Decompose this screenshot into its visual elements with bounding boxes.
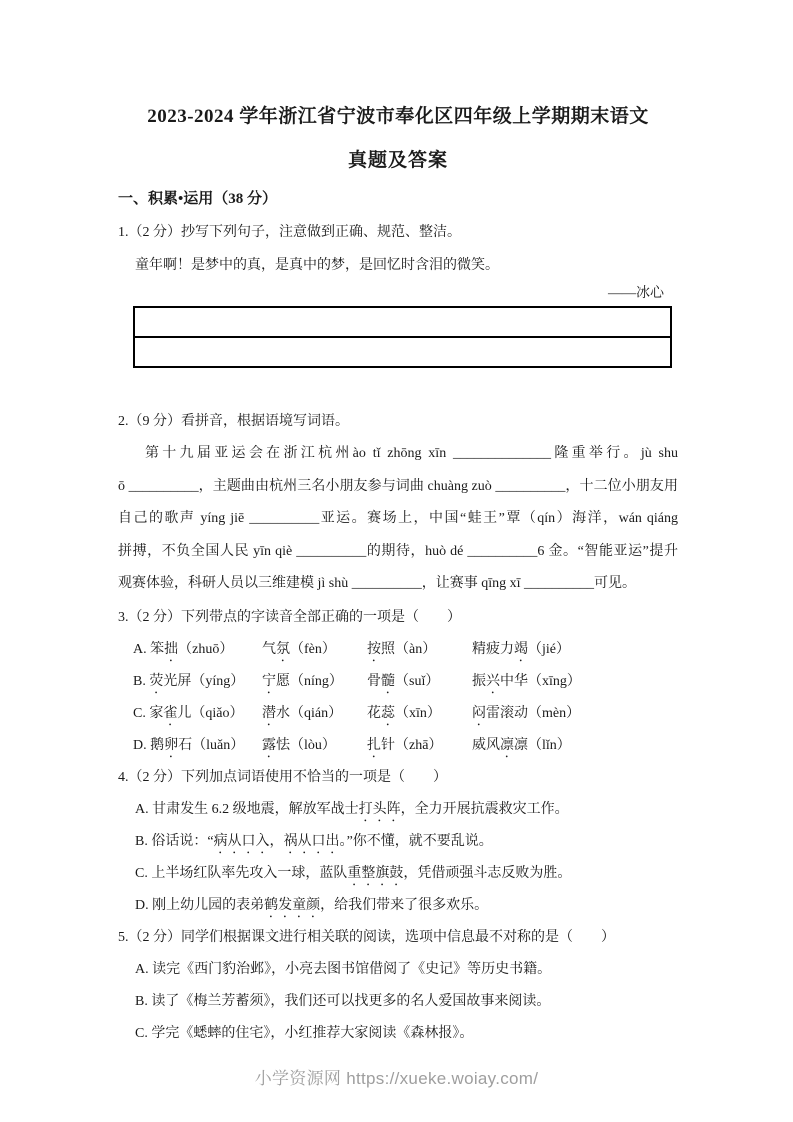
copy-answer-row-1 — [135, 308, 670, 338]
option-cell: D. 鹅卵石（luǎn） — [133, 737, 245, 753]
option-cell: 气氛（fèn） — [262, 641, 336, 657]
question-5-option-a: A. 读完《西门豹治邺》，小亮去图书馆借阅了《史记》等历史书籍。 — [135, 961, 552, 977]
question-2-stem: 2.（9 分）看拼音，根据语境写词语。 — [118, 414, 349, 429]
document-title-line1: 2023-2024 学年浙江省宁波市奉化区四年级上学期期末语文 — [147, 106, 649, 127]
option-cell: 威风凛凛（lǐn） — [472, 737, 571, 753]
question-4-option-c: C. 上半场红队率先攻入一球，蓝队重整旗鼓，凭借顽强斗志反败为胜。 — [135, 865, 572, 881]
option-cell: 潜水（qián） — [262, 705, 343, 721]
option-cell: 宁愿（níng） — [262, 673, 343, 689]
question-2-text-line: 观赛体验，科研人员以三维建模 jì shù __________，让赛事 qīng xī __________可见。 — [118, 576, 637, 591]
question-4-stem: 4.（2 分）下列加点词语使用不恰当的一项是（ ） — [118, 769, 447, 785]
question-5-stem: 5.（2 分）同学们根据课文进行相关联的阅读，选项中信息最不对称的是（ ） — [118, 929, 615, 945]
section-heading: 一、积累•运用（38 分） — [118, 191, 278, 207]
question-4-option-a: A. 甘肃发生 6.2 级地震，解放军战士打头阵，全力开展抗震救灾工作。 — [135, 801, 569, 817]
question-2-text-line: 第十九届亚运会在浙江杭州ào tǐ zhōng xīn ______________隆重举行。jù shu — [145, 446, 678, 461]
question-3-option-row-b — [118, 666, 678, 698]
question-3-option-row-a — [118, 634, 678, 666]
question-2-text-line: ō __________，主题曲由杭州三名小朋友参与词曲 chuàng zuò __________，十二位小朋友用 — [118, 478, 678, 494]
question-5-option-b: B. 读了《梅兰芳蓄须》，我们还可以找更多的名人爱国故事来阅读。 — [135, 993, 551, 1009]
option-cell: 按照（àn） — [367, 641, 437, 657]
question-3-option-row-c — [118, 698, 678, 730]
option-cell: 扎针（zhā） — [367, 737, 443, 753]
watermark-footer: 小学资源网 https://xueke.woiay.com/ — [254, 1069, 539, 1088]
option-cell: 花蕊（xīn） — [367, 705, 441, 721]
copy-answer-box — [133, 306, 672, 368]
question-1-attribution: ——冰心 — [608, 286, 664, 301]
question-2-text-line: 自己的歌声 yíng jiē __________亚运。赛场上，中国“蛙王”覃（qín）海洋，wán qiáng — [118, 511, 678, 526]
option-cell: 骨髓（suǐ） — [367, 673, 440, 689]
question-1-stem: 1.（2 分）抄写下列句子，注意做到正确、规范、整洁。 — [118, 225, 461, 240]
question-3-option-row-d — [118, 730, 678, 762]
option-cell: 精疲力竭（jié） — [472, 641, 570, 657]
copy-answer-row-2 — [135, 338, 670, 366]
question-4-option-d: D. 刚上幼儿园的表弟鹤发童颜，给我们带来了很多欢乐。 — [135, 897, 489, 913]
option-cell: 振兴中华（xīng） — [472, 673, 581, 689]
option-cell: 露怯（lòu） — [262, 737, 336, 753]
question-5-option-c: C. 学完《蟋蟀的住宅》，小红推荐大家阅读《森林报》。 — [135, 1025, 474, 1041]
question-1-quote: 童年啊！是梦中的真，是真中的梦，是回忆时含泪的微笑。 — [135, 258, 499, 273]
option-cell: B. 荧光屏（yíng） — [133, 673, 245, 689]
question-2-text-line: 拼搏，不负全国人民 yīn qiè __________的期待，huò dé __________6 金。“智能亚运”提升 — [118, 543, 678, 559]
document-body — [118, 0, 678, 1050]
document-title-line2: 真题及答案 — [347, 150, 448, 171]
question-3-stem: 3.（2 分）下列带点的字读音全部正确的一项是（ ） — [118, 609, 461, 625]
option-cell: C. 家雀儿（qiǎo） — [133, 705, 244, 721]
option-cell: 闷雷滚动（mèn） — [472, 705, 581, 721]
question-4-option-b: B. 俗话说：“病从口入，祸从口出。”你不懂，就不要乱说。 — [135, 833, 493, 849]
option-cell: A. 笨拙（zhuō） — [133, 641, 234, 657]
